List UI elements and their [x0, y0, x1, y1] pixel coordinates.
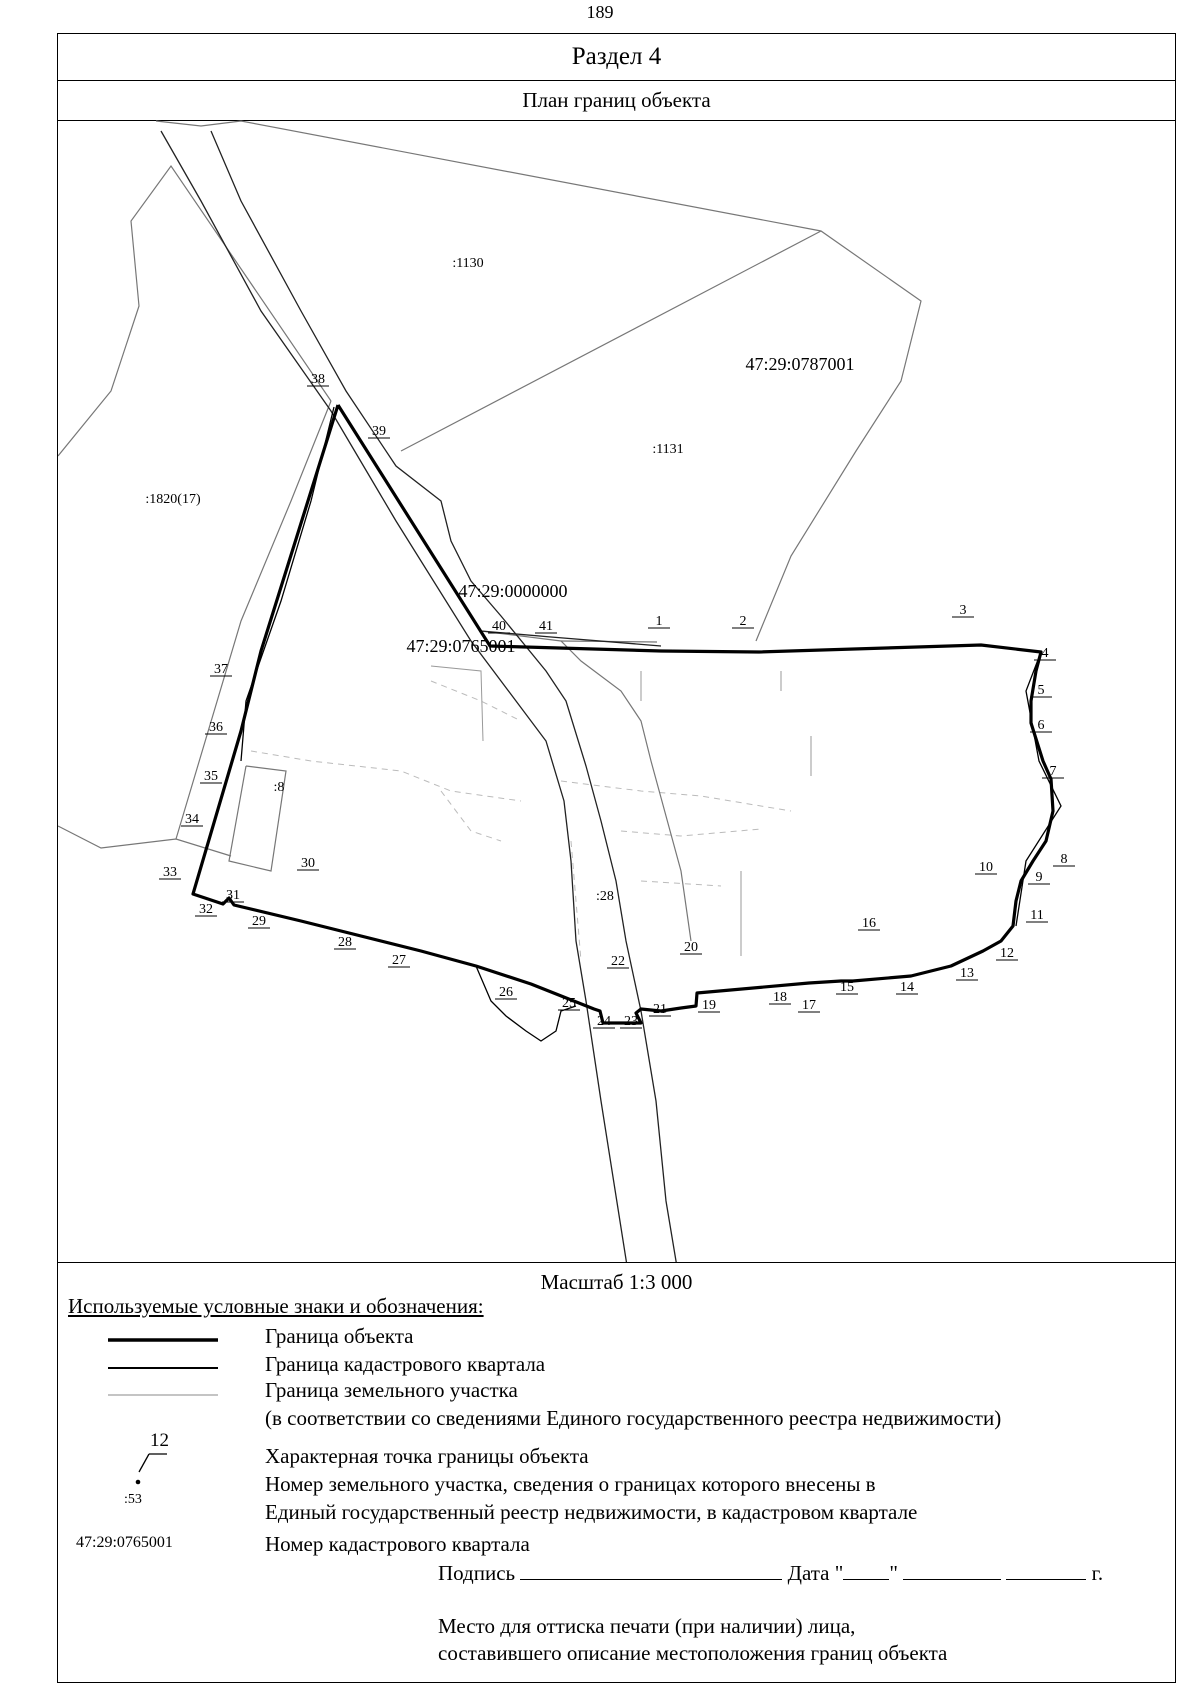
- point-label: 16: [862, 916, 876, 931]
- legend-object-boundary: Граница объекта: [265, 1324, 414, 1348]
- signature-label: Подпись: [438, 1561, 516, 1585]
- signature-line: [438, 1559, 1103, 1586]
- point-label: 7: [1049, 764, 1057, 779]
- signature-field[interactable]: [520, 1559, 782, 1580]
- point-label: 33: [163, 865, 177, 880]
- point-label: 10: [979, 860, 993, 875]
- point-label: 13: [960, 966, 974, 981]
- quarter-label: 47:29:0787001: [745, 354, 855, 374]
- point-label: 2: [739, 614, 747, 629]
- point-label: 17: [802, 998, 816, 1013]
- point-label: 39: [372, 424, 386, 439]
- point-label: 6: [1037, 718, 1045, 733]
- quarter-label: 47:29:0765001: [406, 636, 516, 656]
- quarter-boundaries: [161, 131, 684, 1263]
- point-label: 41: [539, 619, 553, 634]
- legend-parcel-boundary-note: (в соответствии со сведениями Единого государственного реестра недвижимости): [265, 1406, 1002, 1430]
- legend-parcel-desc: Номер земельного участка, сведения о границах которого внесены в: [265, 1472, 876, 1496]
- point-label: 5: [1037, 683, 1045, 698]
- point-label: 11: [1030, 908, 1044, 923]
- point-label: 36: [209, 720, 223, 735]
- parcel-label: :1820(17): [145, 492, 201, 507]
- document-frame: [57, 33, 1176, 1683]
- date-quote-close: ": [889, 1561, 898, 1585]
- section-title: Раздел 4: [58, 34, 1175, 81]
- quarter-boundary-symbol: [108, 1364, 228, 1374]
- point-label: 30: [301, 856, 315, 871]
- object-boundary-symbol: [108, 1336, 228, 1346]
- legend-parcel-boundary: Граница земельного участка: [265, 1378, 518, 1402]
- boundary-point-labels: [159, 372, 1075, 1029]
- legend-quarter-sample: 47:29:0765001: [76, 1534, 173, 1551]
- quarter-label: 47:29:0000000: [458, 581, 568, 601]
- date-month-field[interactable]: [903, 1559, 1001, 1580]
- legend-parcel-sample: :53: [124, 1492, 142, 1507]
- characteristic-point-symbol: [133, 1450, 173, 1490]
- point-label: 23: [624, 1014, 638, 1029]
- date-day-field[interactable]: [843, 1559, 889, 1580]
- legend-quarter-desc: Номер кадастрового квартала: [265, 1532, 530, 1556]
- point-label: 40: [492, 619, 506, 634]
- point-label: 38: [311, 372, 325, 387]
- point-label: 21: [653, 1002, 667, 1017]
- map-canvas[interactable]: [58, 120, 1175, 1263]
- boundary-plan-map[interactable]: [58, 120, 1175, 1263]
- date-year-field[interactable]: [1006, 1559, 1086, 1580]
- point-label: 27: [392, 953, 406, 968]
- plan-subtitle: План границ объекта: [58, 80, 1175, 121]
- point-label: 9: [1035, 870, 1043, 885]
- parcel-label: :8: [273, 780, 285, 795]
- faint-interior-lines: [251, 681, 791, 961]
- point-label: 1: [655, 614, 663, 629]
- point-label: 24: [597, 1014, 611, 1029]
- point-label: 35: [204, 769, 218, 784]
- point-label: 31: [226, 888, 240, 903]
- parcel-label: :28: [596, 889, 614, 904]
- legend-title: Используемые условные знаки и обозначения:: [68, 1294, 484, 1318]
- legend-quarter-boundary: Граница кадастрового квартала: [265, 1352, 546, 1376]
- stamp-note-line-2: составившего описание местоположения границ объекта: [438, 1641, 948, 1665]
- point-label: 25: [562, 996, 576, 1011]
- point-label: 26: [499, 985, 513, 1000]
- parcel-labels: [145, 256, 683, 904]
- object-boundary: [193, 405, 1053, 1023]
- stamp-note-line-1: Место для оттиска печати (при наличии) лица,: [438, 1614, 856, 1638]
- point-label: 20: [684, 940, 698, 955]
- parcel-label: :1131: [652, 442, 684, 457]
- quarter-labels: [406, 354, 854, 656]
- point-label: 3: [959, 603, 967, 618]
- map-scale: Масштаб 1:3 000: [540, 1270, 693, 1294]
- point-label: 12: [1000, 946, 1014, 961]
- year-suffix: г.: [1091, 1561, 1104, 1585]
- point-label: 32: [199, 902, 213, 917]
- point-label: 8: [1060, 852, 1068, 867]
- page-number: 189: [586, 2, 614, 22]
- point-label: 14: [900, 980, 914, 995]
- point-label: 4: [1041, 646, 1049, 661]
- point-label: 37: [214, 662, 228, 677]
- point-label: 19: [702, 998, 716, 1013]
- point-label: 22: [611, 954, 625, 969]
- point-label: 34: [185, 812, 199, 827]
- point-label: 28: [338, 935, 352, 950]
- date-label: Дата ": [787, 1561, 844, 1585]
- object-boundary-double: [241, 407, 1061, 1041]
- parcel-boundary-symbol: [108, 1391, 228, 1401]
- legend-point-sample-number: 12: [150, 1430, 169, 1451]
- point-label: 29: [252, 914, 266, 929]
- legend-parcel-desc-2: Единый государственный реестр недвижимости, в кадастровом квартале: [265, 1500, 918, 1524]
- parcel-label: :1130: [452, 256, 484, 271]
- legend-point-desc: Характерная точка границы объекта: [265, 1444, 589, 1468]
- point-label: 18: [773, 990, 787, 1005]
- point-label: 15: [840, 980, 854, 995]
